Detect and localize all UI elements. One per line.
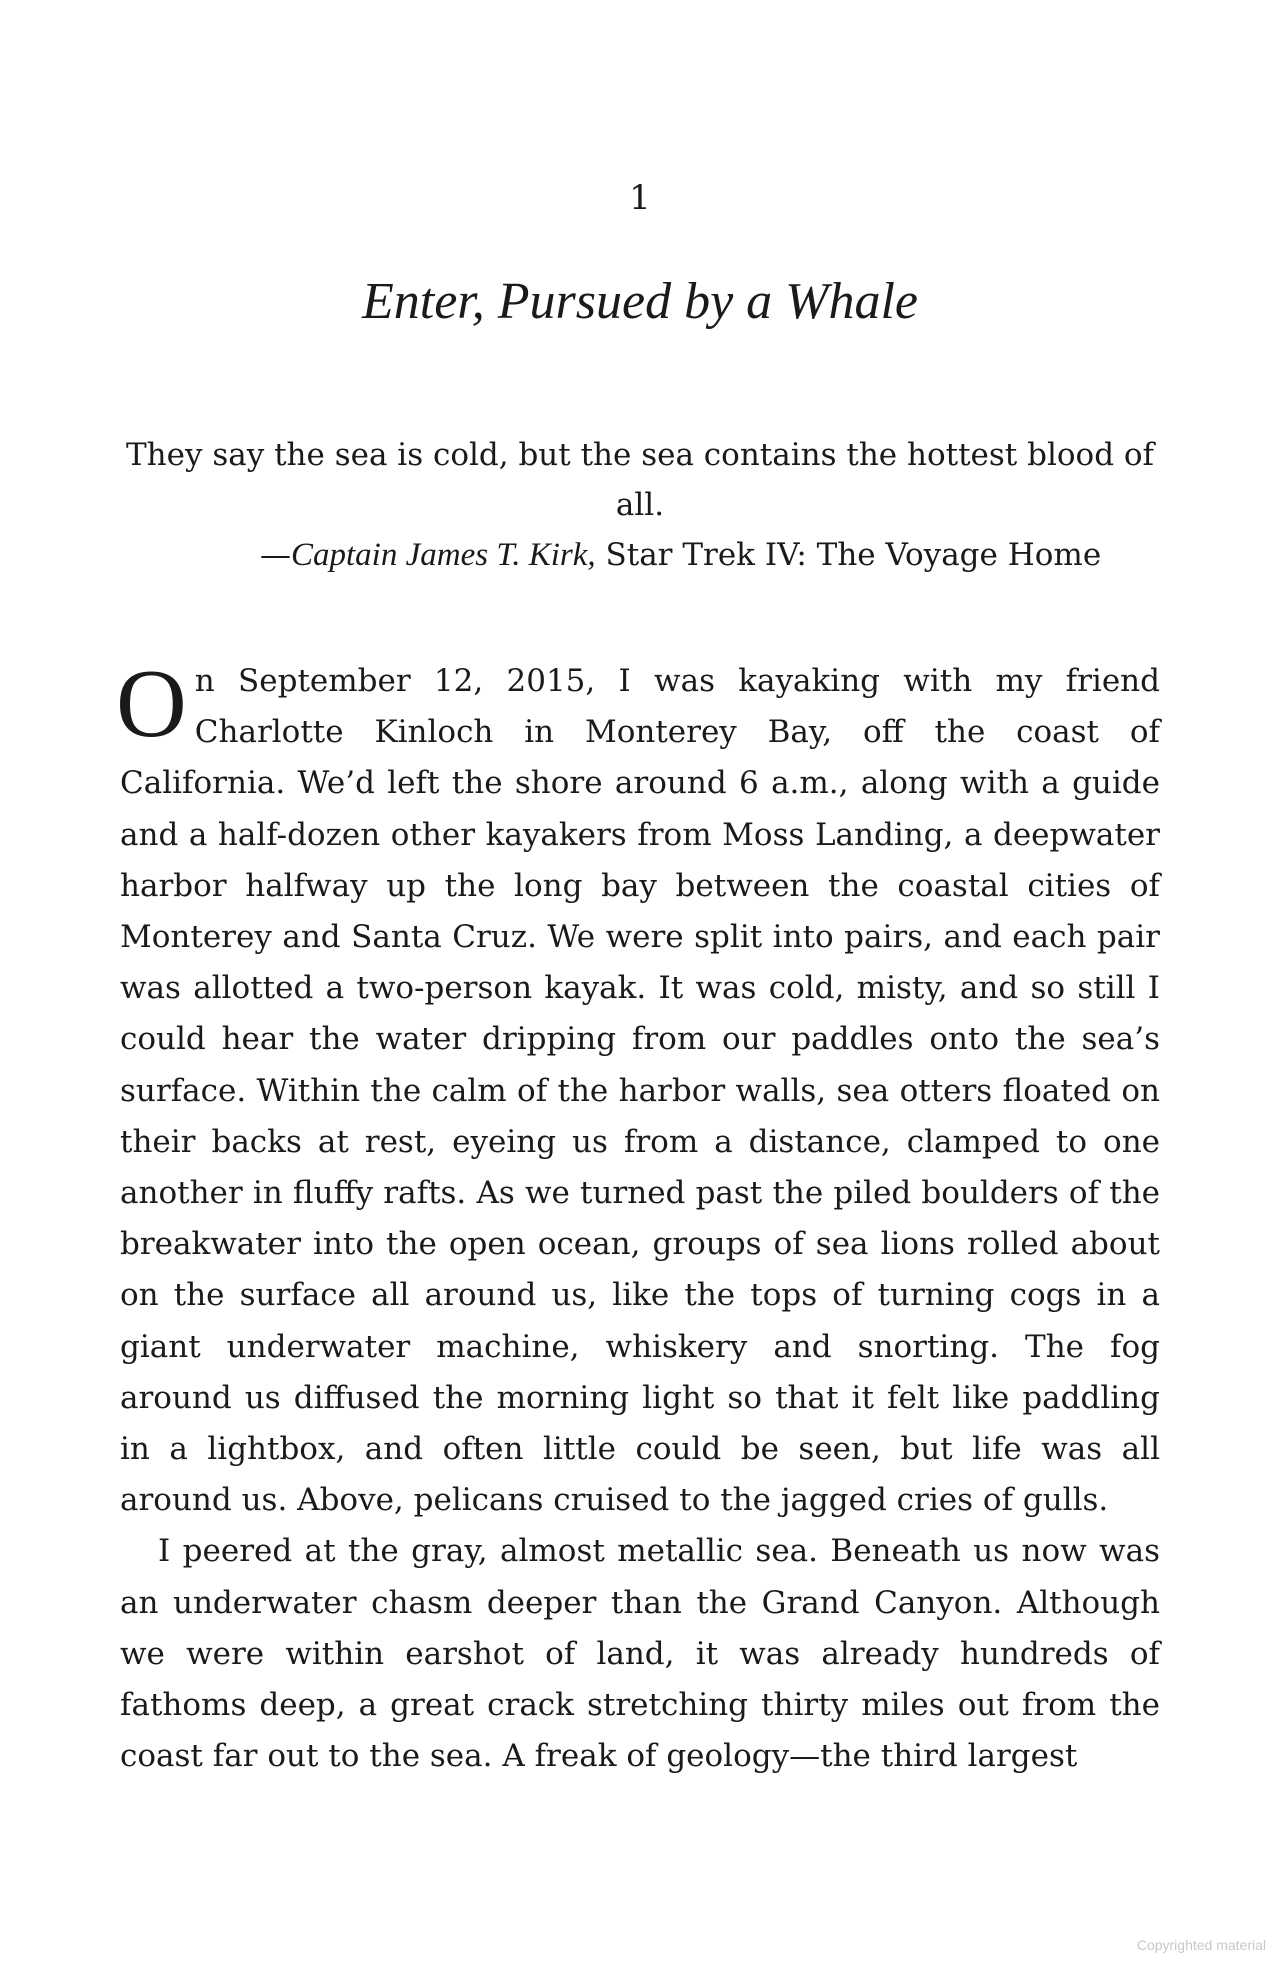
chapter-title: Enter, Pursued by a Whale bbox=[361, 273, 918, 330]
body-text bbox=[116, 650, 1160, 1782]
copyright-notice: Copyrighted material bbox=[1136, 1937, 1266, 1953]
paragraph-2: I peered at the gray, almost metallic sea. Beneath us now was an underwater chasm deeper than the Grand Canyon. Although we were within earshot of land, it was already hundreds of fathoms deep, a great crack stretching thirty miles out from the coast far out to the sea. A freak of geology—the third largest bbox=[120, 1533, 1160, 1775]
paragraph-1 bbox=[116, 650, 1160, 1526]
epigraph-quote: They say the sea is cold, but the sea contains the hottest blood of all. bbox=[125, 437, 1155, 523]
attribution-work: Star Trek IV: The Voyage Home bbox=[595, 537, 1102, 573]
chapter-number: 1 bbox=[629, 178, 651, 218]
attribution-dash: — bbox=[260, 537, 291, 573]
attribution-name: Captain James T. Kirk, bbox=[291, 537, 596, 573]
drop-cap: O bbox=[116, 650, 187, 758]
paragraph-1-text: n September 12, 2015, I was kayaking with my friend Charlotte Kinloch in Monterey Bay, off the coast of California. We’d left the shore around 6 a.m., along with a guide and a half-dozen other kayakers from Moss Landing, a deepwater harbor halfway up the long bay between the coastal cities of Monterey and Santa Cruz. We were split into pairs, and each pair was allotted a two-person kayak. It was cold, misty, and so still I could hear the water dripping from our paddles onto the sea’s surface. Within the calm of the harbor walls, sea otters floated on their backs at rest, eyeing us from a distance, clamped to one another in fluffy rafts. As we turned past the piled boulders of the breakwater into the open ocean, groups of sea lions rolled about on the surface all around us, like the tops of turning cogs in a giant underwater machine, whiskery and snorting. The fog around us diffused the morning light so that it felt like paddling in a lightbox, and often little could be seen, but life was all around us. Above, pelicans cruised to the jagged cries of gulls. bbox=[120, 663, 1160, 1519]
epigraph-attribution bbox=[260, 530, 1160, 580]
